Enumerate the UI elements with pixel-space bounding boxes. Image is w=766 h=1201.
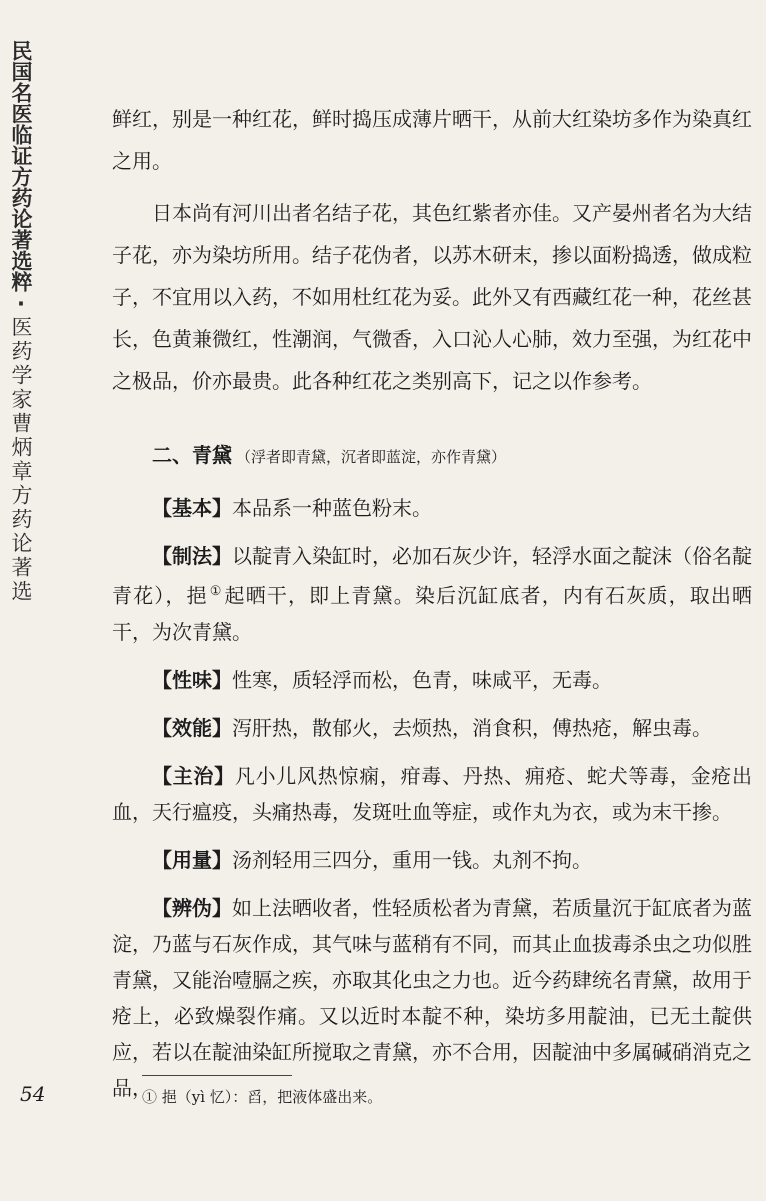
entry-text: 泻肝热，散郁火，去烦热，消食积，傅热疮，解虫毒。: [232, 715, 712, 740]
section-heading: [112, 434, 752, 478]
entry-tag: 【基本】: [152, 496, 232, 520]
paragraph-continued: 鲜红，别是一种红花，鲜时捣压成薄片晒干，从前大红染坊多作为染真红之用。: [112, 107, 752, 173]
footnote-divider: [142, 1075, 292, 1076]
running-head: [8, 40, 34, 604]
entry-jiben: [112, 490, 752, 526]
entry-yongliang: [112, 842, 752, 878]
entry-tag: 【主治】: [152, 763, 235, 788]
entry-text: 性寒，质轻浮而松，色青，味咸平，无毒。: [232, 667, 612, 692]
entry-text: 本品系一种蓝色粉末。: [232, 496, 432, 520]
entry-zhifa: [112, 538, 752, 650]
entry-tag: 【制法】: [152, 544, 232, 568]
entry-text: 凡小儿风热惊痫，疳毒、丹热、痈疮、蛇犬等毒，金疮出血，天行瘟疫，头痛热毒，发斑吐血等症，或作丸为衣，或为末干掺。: [112, 763, 753, 824]
entry-bianwei: [112, 890, 752, 1106]
entry-tag: 【辨伪】: [152, 895, 232, 920]
entry-tag: 【用量】: [152, 847, 232, 872]
entry-text: 起晒干，即上青黛。染后沉缸底者，内有石灰质，取出晒干，为次青黛。: [112, 583, 753, 644]
volume-title: 医药学家曹炳章方药论著选: [9, 316, 33, 604]
entry-text: 以靛青入染缸时，必加石灰少许，轻浮水面之靛沫（俗名靛青花），挹: [112, 544, 752, 608]
entry-tag: 【性味】: [152, 667, 232, 692]
entry-xingwei: [112, 662, 752, 698]
book-title: 民国名医临证方药论著选粹: [9, 40, 33, 292]
title-separator: ·: [9, 292, 33, 316]
section-note: （浮者即青黛，沉者即蓝淀，亦作青黛）: [236, 448, 507, 466]
footnote: ① 挹（yì 忆）：舀，把液体盛出来。: [142, 1088, 383, 1106]
entry-zhuzhi: [112, 758, 752, 830]
section-title: 二、青黛: [152, 443, 232, 467]
entry-text: 汤剂轻用三四分，重用一钱。丸剂不拘。: [232, 847, 592, 872]
entry-tag: 【效能】: [152, 715, 232, 740]
paragraph-jiezihua: 日本尚有河川出者名结子花，其色红紫者亦佳。又产晏州者名为大结子花，亦为染坊所用。结子花伪者，以苏木研末，掺以面粉捣透，做成粒子，不宜用以入药，不如用杜红花为妥。此外又有西藏红花一种，花丝甚长，色黄兼微红，性潮润，气微香，入口沁人心肺，效力至强，为红花中之极品，价亦最贵。此各种红花之类别高下，记之以作参考。: [112, 201, 752, 393]
main-text: [112, 98, 752, 1106]
footnote-ref: ①: [209, 584, 223, 599]
entry-text: 如上法晒收者，性轻质松者为青黛，若质量沉于缸底者为蓝淀，乃蓝与石灰作成，其气味与蓝稍有不同，而其止血拔毒杀虫之功似胜青黛，又能治噎膈之疾，亦取其化虫之力也。近今药肆统名青黛，故用于疮上，必致燥裂作痛。又以近时本靛不种，染坊多用靛油，已无土靛供应，若以在靛油染缸所搅取之青黛，亦不合用，因靛油中多属碱硝消克之品，: [112, 895, 752, 1100]
entry-xiaoneng: [112, 710, 752, 746]
page-number: 54: [20, 1082, 46, 1106]
